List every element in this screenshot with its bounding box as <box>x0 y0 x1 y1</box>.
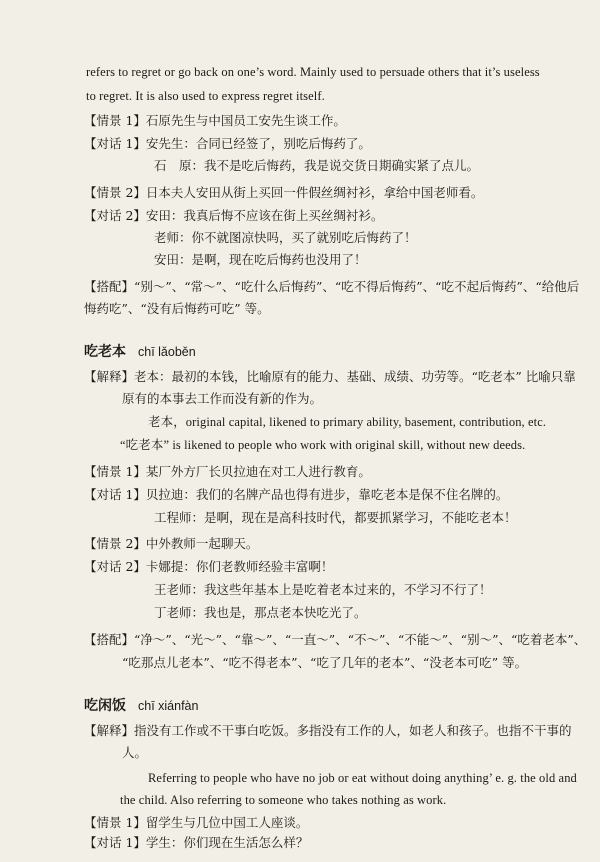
collocation-cont: “吃那点儿老本”、“吃不得老本”、“吃了几年的老本”、“没老本可吃” 等。 <box>122 655 528 670</box>
dialog-line: 石 原：我不是吃后悔药，我是说交货日期确实紧了点儿。 <box>154 158 480 173</box>
english-gloss: “吃老本” is likened to people who work with original skill, without new deeds. <box>120 438 526 452</box>
entry-pinyin: chī lǎoběn <box>138 345 196 359</box>
body-text: refers to regret or go back on one’s word. Mainly used to persuade others that it’s useless <box>86 65 540 79</box>
dialog-line: 工程师：是啊，现在是高科技时代，都要抓紧学习，不能吃老本！ <box>154 510 517 525</box>
entry-headword: 吃闲饭 <box>84 698 126 714</box>
scene-1: 【情景 1】石原先生与中国员工安先生谈工作。 <box>84 113 346 128</box>
explanation: 【解释】指没有工作或不干事白吃饭。多指没有工作的人，如老人和孩子。也指不干事的 <box>84 723 572 738</box>
explanation: 【解释】老本：最初的本钱，比喻原有的能力、基础、成绩、功劳等。“吃老本” 比喻只靠 <box>84 369 576 384</box>
dialog-line: 老师：你不就图凉快吗，买了就别吃后悔药了！ <box>154 230 417 245</box>
scene-2: 【情景 2】日本夫人安田从街上买回一件假丝绸衬衫，拿给中国老师看。 <box>84 185 484 200</box>
english-gloss: Referring to people who have no job or eat without doing anything’ e. g. the old and <box>148 771 577 785</box>
dialog-line: 丁老师：我也是，那点老本快吃光了。 <box>154 605 367 620</box>
dialog-1: 【对话 1】学生：你们现在生活怎么样？ <box>84 835 309 850</box>
dialog-1: 【对话 1】贝拉迪：我们的名牌产品也得有进步，靠吃老本是保不住名牌的。 <box>84 487 509 502</box>
scene-2: 【情景 2】中外教师一起聊天。 <box>84 536 259 551</box>
entry-pinyin: chī xiánfàn <box>138 699 199 713</box>
dialog-2: 【对话 2】卡娜提：你们老教师经验丰富啊！ <box>84 559 334 574</box>
dialog-1: 【对话 1】安先生：合同已经签了，别吃后悔药了。 <box>84 136 371 151</box>
scene-1: 【情景 1】某厂外方厂长贝拉迪在对工人进行教育。 <box>84 464 371 479</box>
collocation-cont: 悔药吃”、“没有后悔药可吃” 等。 <box>84 301 270 316</box>
collocation: 【搭配】“别～”、“常～”、“吃什么后悔药”、“吃不得后悔药”、“吃不起后悔药”、“给他后 <box>84 279 580 294</box>
dialog-line: 王老师：我这些年基本上是吃着老本过来的，不学习不行了！ <box>154 582 492 597</box>
entry-heading <box>84 344 196 360</box>
explanation-cont: 原有的本事去工作而没有新的作为。 <box>122 391 323 406</box>
explanation-cont: 人。 <box>122 745 148 760</box>
dialog-2: 【对话 2】安田：我真后悔不应该在街上买丝绸衬衫。 <box>84 208 384 223</box>
english-gloss: the child. Also referring to someone who takes nothing as work. <box>120 793 447 807</box>
entry-headword: 吃老本 <box>84 344 126 360</box>
scene-1: 【情景 1】留学生与几位中国工人座谈。 <box>84 815 309 830</box>
entry-heading <box>84 698 198 714</box>
body-text: to regret. It is also used to express regret itself. <box>86 89 325 103</box>
dialog-line: 安田：是啊，现在吃后悔药也没用了！ <box>154 252 367 267</box>
collocation: 【搭配】“净～”、“光～”、“靠～”、“一直～”、“不～”、“不能～”、“别～”、“吃着老本”、 <box>84 632 587 647</box>
english-gloss: 老本，original capital, likened to primary ability, basement, contribution, etc. <box>148 415 547 429</box>
